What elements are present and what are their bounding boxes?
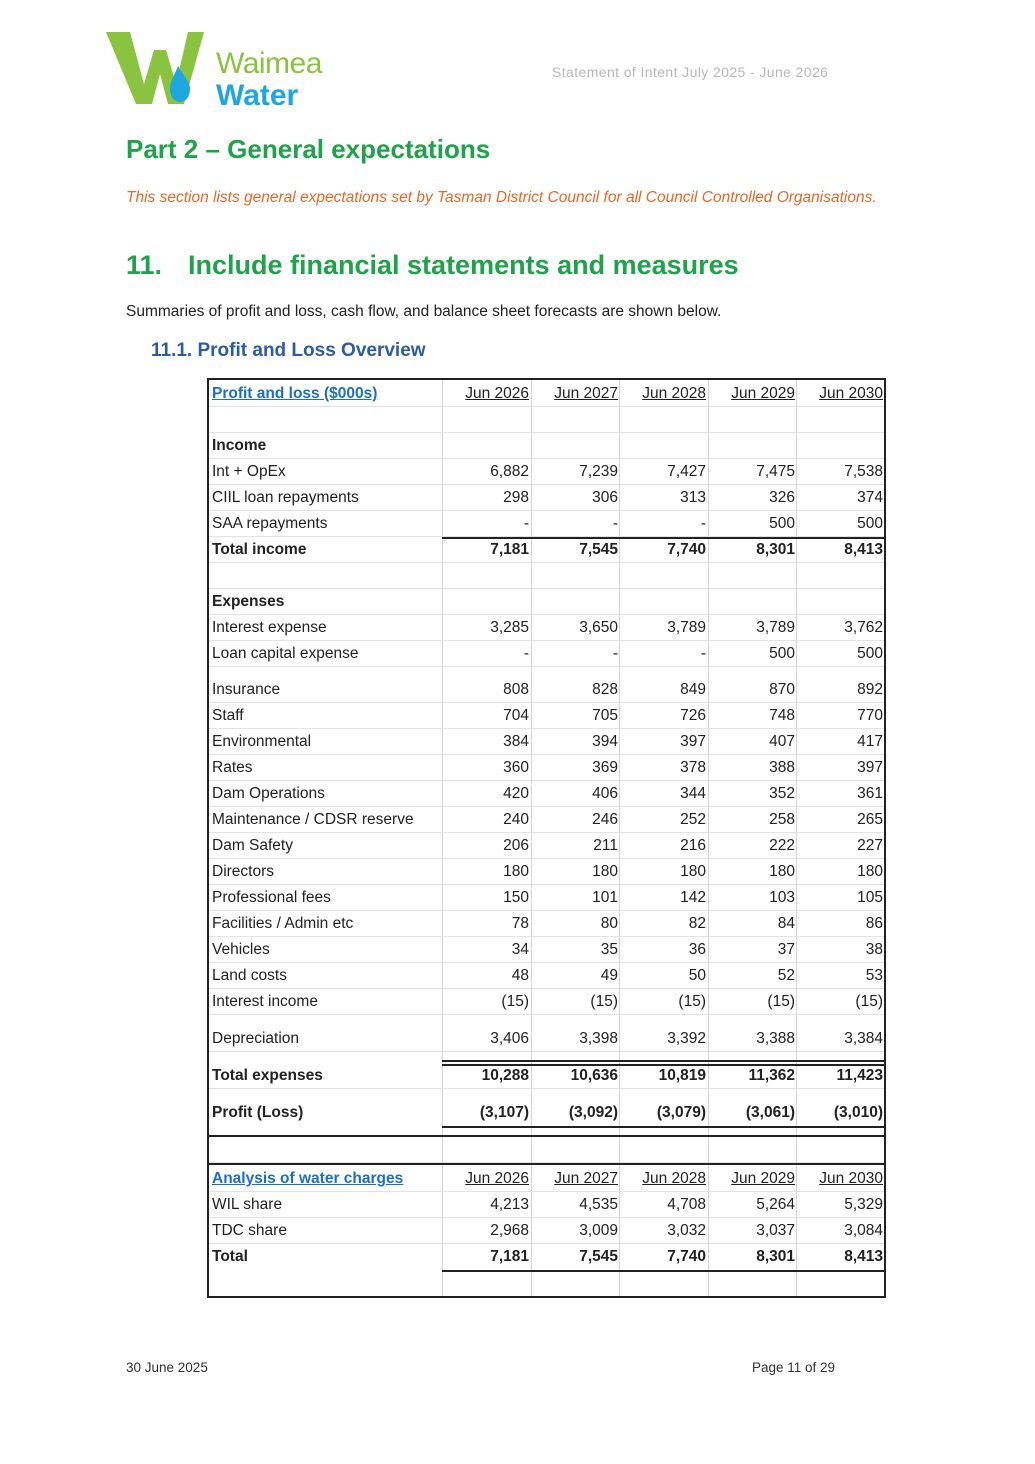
cell-value: 211 — [593, 837, 618, 854]
water-charges-header-row — [209, 1167, 884, 1192]
cell-value: 3,789 — [667, 619, 706, 636]
cell-value: - — [700, 515, 706, 532]
cell-value: 34 — [511, 941, 529, 958]
depreciation-row — [209, 1027, 884, 1052]
row-label: Facilities / Admin etc — [212, 915, 354, 932]
cell-value: 78 — [511, 915, 529, 932]
table-row — [209, 860, 884, 885]
cell-value: 3,650 — [579, 619, 618, 636]
cell-value: 374 — [857, 489, 883, 506]
table-header-label[interactable]: Profit and loss ($000s) — [212, 385, 378, 402]
table-row — [209, 1193, 884, 1218]
cell-value: 222 — [769, 837, 795, 854]
cell-value: 7,740 — [667, 541, 706, 558]
blank-row — [209, 564, 884, 589]
cell-value: - — [612, 515, 618, 532]
cell-value: 3,037 — [756, 1222, 795, 1239]
cell-value: 258 — [769, 811, 795, 828]
table-row — [209, 678, 884, 703]
cell-value: 407 — [769, 733, 795, 750]
cell-value: 3,084 — [844, 1222, 883, 1239]
cell-value: 500 — [857, 645, 883, 662]
row-label: WIL share — [212, 1196, 283, 1213]
row-label: Loan capital expense — [212, 645, 359, 662]
column-header: Jun 2029 — [731, 385, 795, 402]
row-label: Total income — [212, 541, 307, 558]
cell-value: 180 — [503, 863, 529, 880]
cell-value: 180 — [857, 863, 883, 880]
cell-value: 2,968 — [490, 1222, 529, 1239]
cell-value: (3,107) — [479, 1104, 529, 1121]
row-label: Int + OpEx — [212, 463, 286, 480]
cell-value: 361 — [857, 785, 883, 802]
row-label: Environmental — [212, 733, 312, 750]
cell-value: 10,288 — [481, 1067, 529, 1084]
cell-value: 326 — [769, 489, 795, 506]
section-rule — [209, 1135, 884, 1137]
table-row — [209, 938, 884, 963]
cell-value: 870 — [769, 681, 795, 698]
profit-loss-table — [207, 378, 886, 1298]
cell-value: (15) — [767, 993, 795, 1010]
cell-value: 3,789 — [756, 619, 795, 636]
cell-value: 3,388 — [756, 1030, 795, 1047]
cell-value: 892 — [857, 681, 883, 698]
section-rule — [209, 1163, 884, 1165]
cell-value: 500 — [769, 515, 795, 532]
cell-value: 406 — [592, 785, 618, 802]
cell-value: - — [612, 645, 618, 662]
cell-value: 378 — [680, 759, 706, 776]
cell-value: (15) — [855, 993, 883, 1010]
column-header: Jun 2029 — [731, 1170, 795, 1187]
row-label: Staff — [212, 707, 244, 724]
cell-value: 7,181 — [490, 541, 529, 558]
cell-value: 384 — [503, 733, 529, 750]
total-rule — [442, 1126, 884, 1128]
table-row — [209, 886, 884, 911]
subsection-title: 11.1. Profit and Loss Overview — [151, 340, 426, 361]
cell-value: 352 — [769, 785, 795, 802]
cell-value: 265 — [857, 811, 883, 828]
row-label: Interest expense — [212, 619, 327, 636]
cell-value: 4,535 — [579, 1196, 618, 1213]
cell-value: 180 — [592, 863, 618, 880]
expenses-heading-row — [209, 590, 884, 615]
cell-value: 7,427 — [667, 463, 706, 480]
cell-value: 35 — [600, 941, 618, 958]
cell-value: 10,819 — [658, 1067, 706, 1084]
cell-value: 4,708 — [667, 1196, 706, 1213]
cell-value: (3,061) — [745, 1104, 795, 1121]
cell-value: 7,538 — [844, 463, 883, 480]
cell-value: 101 — [592, 889, 618, 906]
cell-value: 7,239 — [579, 463, 618, 480]
part-title: Part 2 – General expectations — [126, 134, 491, 164]
row-label: TDC share — [212, 1222, 287, 1239]
footer-date: 30 June 2025 — [126, 1360, 208, 1375]
logo-line-1: Waimea — [216, 47, 322, 80]
total-expenses-row — [209, 1064, 884, 1089]
cell-value: 394 — [592, 733, 618, 750]
cell-value: 7,545 — [579, 541, 618, 558]
cell-value: 53 — [865, 967, 883, 984]
intro-text: This section lists general expectations set by Tasman District Council for all Council Controlled Organisations. — [126, 189, 877, 206]
cell-value: 417 — [857, 733, 883, 750]
cell-value: 180 — [769, 863, 795, 880]
row-label: Directors — [212, 863, 275, 880]
cell-value: 50 — [688, 967, 706, 984]
income-heading-row — [209, 434, 884, 459]
blank-row — [209, 1138, 884, 1163]
cell-value: 206 — [503, 837, 529, 854]
cell-value: 3,398 — [579, 1030, 618, 1047]
cell-value: (3,079) — [656, 1104, 706, 1121]
row-label: CIIL loan repayments — [212, 489, 359, 506]
column-header: Jun 2028 — [642, 385, 706, 402]
cell-value: 8,413 — [844, 1248, 883, 1265]
column-header: Jun 2030 — [819, 1170, 883, 1187]
cell-value: 6,882 — [490, 463, 529, 480]
cell-value: 240 — [503, 811, 529, 828]
section-number: 11. — [126, 250, 163, 280]
row-label: SAA repayments — [212, 515, 328, 532]
cell-value: 313 — [680, 489, 706, 506]
cell-value: 849 — [680, 681, 706, 698]
column-header: Jun 2030 — [819, 385, 883, 402]
cell-value: 3,406 — [490, 1030, 529, 1047]
cell-value: 82 — [688, 915, 706, 932]
cell-value: 52 — [777, 967, 795, 984]
cell-value: 7,475 — [756, 463, 795, 480]
cell-value: 4,213 — [490, 1196, 529, 1213]
row-label: Dam Safety — [212, 837, 293, 854]
cell-value: 7,545 — [579, 1248, 618, 1265]
cell-value: 3,392 — [667, 1030, 706, 1047]
table-row — [209, 512, 884, 537]
cell-value: 37 — [777, 941, 795, 958]
table-row — [209, 990, 884, 1015]
table-header-row — [209, 382, 884, 407]
total-income-row — [209, 538, 884, 563]
cell-value: 10,636 — [570, 1067, 618, 1084]
cell-value: 227 — [857, 837, 883, 854]
column-header: Jun 2026 — [465, 1170, 529, 1187]
row-label: Total — [212, 1248, 248, 1265]
cell-value: 11,362 — [748, 1067, 795, 1084]
cell-value: 369 — [592, 759, 618, 776]
table-row — [209, 834, 884, 859]
cell-value: 8,301 — [756, 1248, 795, 1265]
waimea-water-logo — [104, 26, 344, 110]
cell-value: 726 — [680, 707, 706, 724]
row-label: Dam Operations — [212, 785, 325, 802]
row-label: Professional fees — [212, 889, 331, 906]
cell-value: 180 — [680, 863, 706, 880]
column-header: Jun 2028 — [642, 1170, 706, 1187]
cell-value: 397 — [680, 733, 706, 750]
cell-value: - — [523, 515, 529, 532]
cell-value: 388 — [769, 759, 795, 776]
cell-value: 142 — [680, 889, 706, 906]
cell-value: 252 — [680, 811, 706, 828]
section-title-text: Include financial statements and measures — [188, 250, 739, 280]
total-rule — [442, 1270, 884, 1272]
cell-value: 3,762 — [844, 619, 883, 636]
income-heading: Income — [212, 437, 267, 454]
cell-value: 8,301 — [756, 541, 795, 558]
cell-value: 298 — [503, 489, 529, 506]
row-label: Maintenance / CDSR reserve — [212, 811, 414, 828]
cell-value: 7,740 — [667, 1248, 706, 1265]
total-rule — [442, 1060, 884, 1062]
cell-value: 105 — [857, 889, 883, 906]
cell-value: 5,329 — [844, 1196, 883, 1213]
cell-value: 770 — [857, 707, 883, 724]
cell-value: 216 — [680, 837, 706, 854]
cell-value: 246 — [592, 811, 618, 828]
cell-value: 704 — [503, 707, 529, 724]
cell-value: 420 — [503, 785, 529, 802]
cell-value: 3,285 — [490, 619, 529, 636]
cell-value: 11,423 — [836, 1067, 883, 1084]
table-row — [209, 1219, 884, 1244]
cell-value: 49 — [600, 967, 618, 984]
table-row — [209, 460, 884, 485]
table-row — [209, 730, 884, 755]
cell-value: (15) — [501, 993, 529, 1010]
cell-value: (15) — [678, 993, 706, 1010]
row-label: Insurance — [212, 681, 281, 698]
cell-value: 344 — [680, 785, 706, 802]
logo-line-2: Water — [216, 79, 299, 112]
cell-value: 306 — [592, 489, 618, 506]
cell-value: 3,384 — [844, 1030, 883, 1047]
cell-value: 808 — [503, 681, 529, 698]
cell-value: 86 — [865, 915, 883, 932]
row-label: Rates — [212, 759, 253, 776]
cell-value: - — [700, 645, 706, 662]
cell-value: - — [523, 645, 529, 662]
table-row — [209, 704, 884, 729]
cell-value: 500 — [769, 645, 795, 662]
table-row — [209, 486, 884, 511]
document-title: Statement of Intent July 2025 - June 2026 — [552, 64, 829, 80]
cell-value: 705 — [592, 707, 618, 724]
cell-value: 397 — [857, 759, 883, 776]
row-label: Profit (Loss) — [212, 1104, 304, 1121]
page-number: Page 11 of 29 — [752, 1360, 836, 1375]
cell-value: 38 — [865, 941, 883, 958]
cell-value: 7,181 — [490, 1248, 529, 1265]
column-header: Jun 2026 — [465, 385, 529, 402]
cell-value: 103 — [769, 889, 795, 906]
cell-value: 80 — [600, 915, 618, 932]
table-row — [209, 964, 884, 989]
cell-value: 150 — [503, 889, 529, 906]
waimea-w-logo-icon — [104, 26, 214, 110]
cell-value: 8,413 — [844, 541, 883, 558]
cell-value: 828 — [592, 681, 618, 698]
row-label: Total expenses — [212, 1067, 323, 1084]
cell-value: 748 — [769, 707, 795, 724]
cell-value: 84 — [777, 915, 795, 932]
cell-value: (3,010) — [833, 1104, 883, 1121]
expenses-heading: Expenses — [212, 593, 285, 610]
cell-value: 5,264 — [756, 1196, 795, 1213]
column-header: Jun 2027 — [554, 1170, 618, 1187]
cell-value: 500 — [857, 515, 883, 532]
row-label: Depreciation — [212, 1030, 300, 1047]
row-label: Interest income — [212, 993, 318, 1010]
summary-text: Summaries of profit and loss, cash flow, and balance sheet forecasts are shown below. — [126, 303, 722, 320]
table-row — [209, 782, 884, 807]
table-row — [209, 808, 884, 833]
table-row — [209, 912, 884, 937]
cell-value: 48 — [511, 967, 529, 984]
section-title — [126, 250, 739, 281]
row-label: Vehicles — [212, 941, 270, 958]
table-row — [209, 756, 884, 781]
cell-value: 3,032 — [667, 1222, 706, 1239]
table-row — [209, 616, 884, 641]
cell-value: (3,092) — [568, 1104, 618, 1121]
cell-value: 3,009 — [579, 1222, 618, 1239]
table-row — [209, 642, 884, 667]
profit-loss-row — [209, 1101, 884, 1125]
cell-value: (15) — [590, 993, 618, 1010]
column-header: Jun 2027 — [554, 385, 618, 402]
water-charges-label[interactable]: Analysis of water charges — [212, 1170, 404, 1187]
cell-value: 36 — [688, 941, 706, 958]
row-label: Land costs — [212, 967, 287, 984]
water-total-row — [209, 1245, 884, 1269]
blank-row — [209, 408, 884, 433]
cell-value: 360 — [503, 759, 529, 776]
